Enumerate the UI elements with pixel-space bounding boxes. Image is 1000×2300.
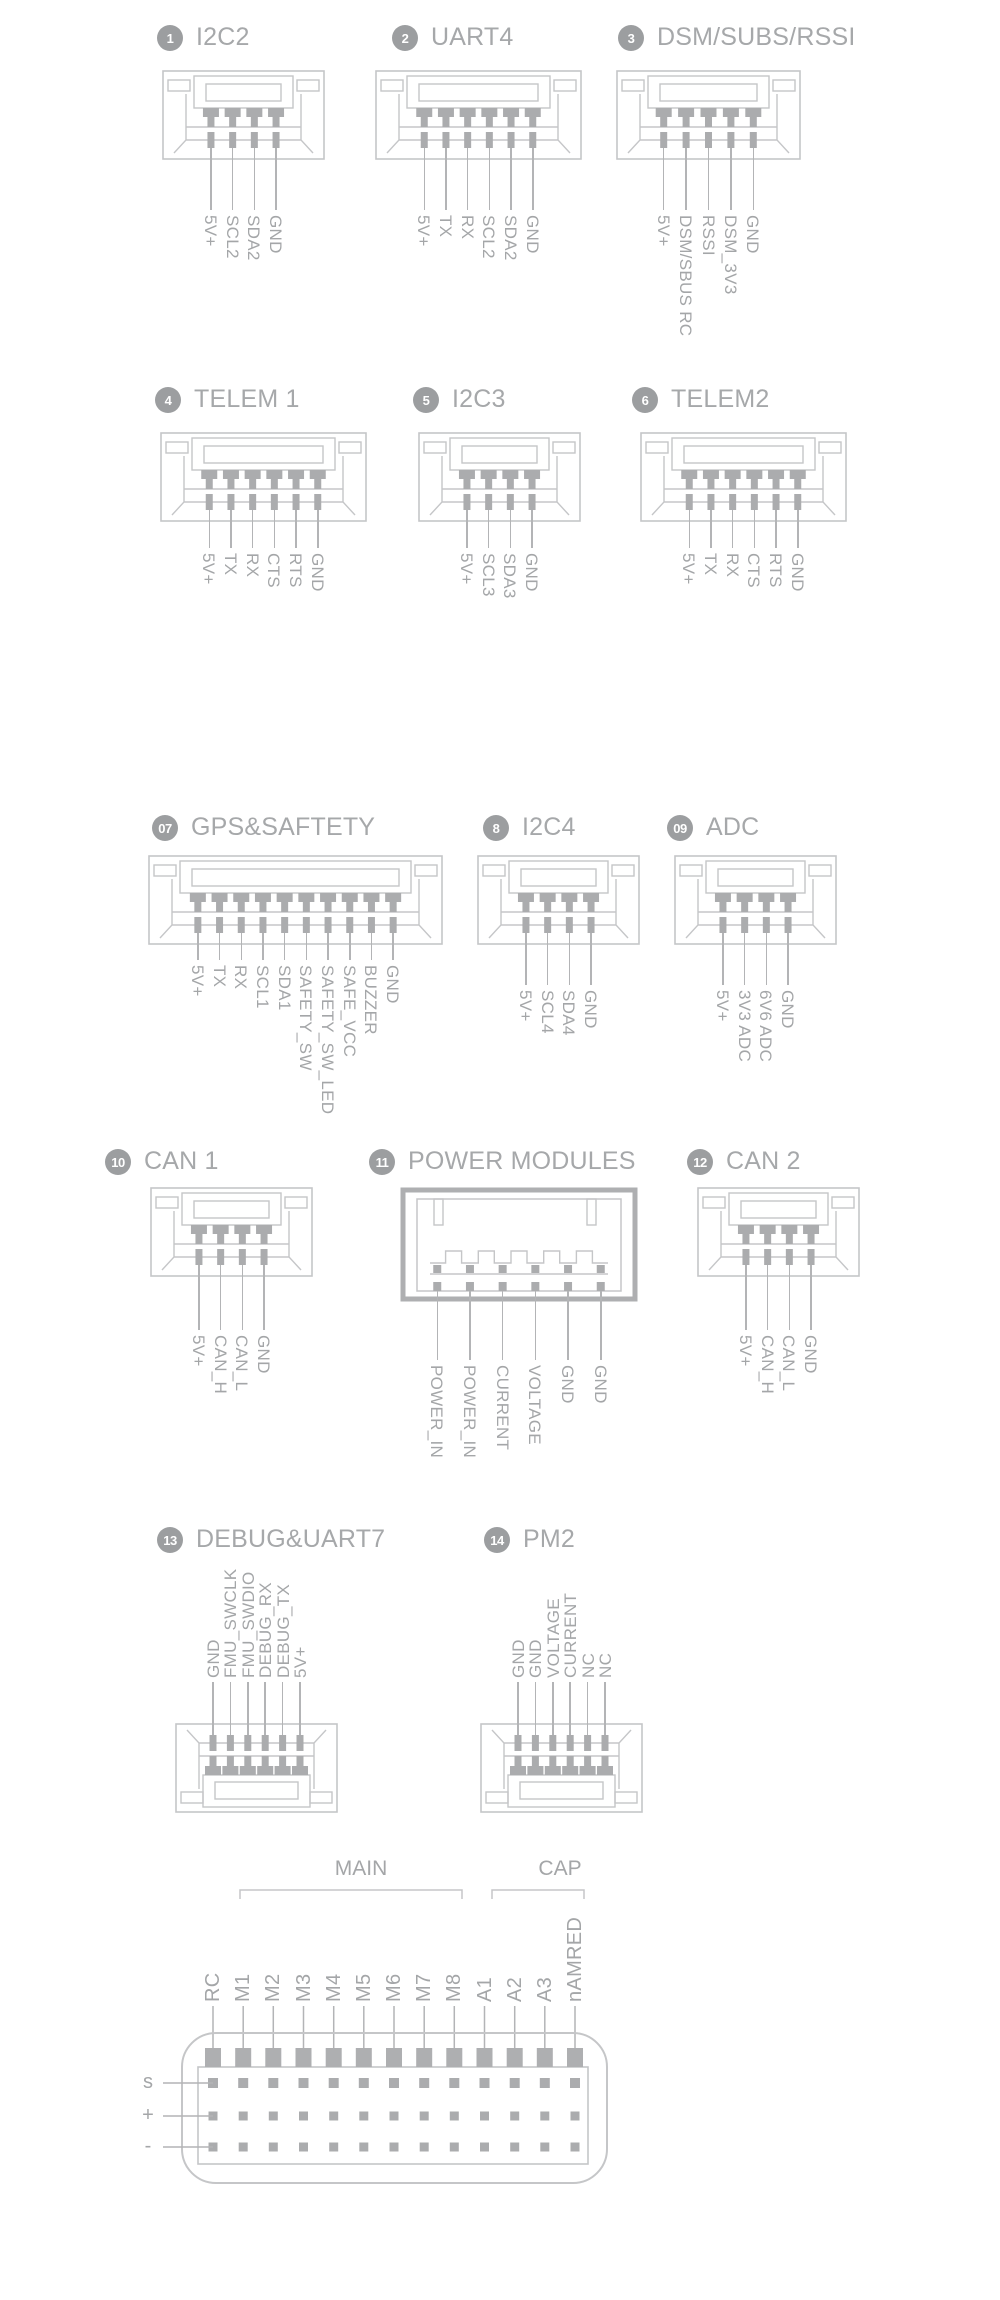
rail-column-label-text: M3 (292, 1973, 315, 2002)
pin-label-text: DSM_3V3 (720, 215, 740, 295)
pin-label-text: 5V+ (200, 215, 220, 247)
pin-label-text: GND (590, 1365, 610, 1404)
connector-drawing (160, 432, 367, 522)
pin-lead-line (532, 148, 534, 210)
pin-lead-line (766, 933, 768, 985)
connector-drawing (674, 855, 837, 945)
pin-label-text: GND (522, 215, 542, 254)
connector-number-badge: 12 (687, 1149, 713, 1175)
pin-label-text: SDA4 (559, 990, 579, 1036)
pin-label-text: TX (209, 965, 229, 988)
pin-label-text: 5V+ (188, 1335, 208, 1367)
pin-label-text: CTS (264, 553, 284, 588)
pin-lead-line (220, 1265, 222, 1330)
pin-label-text: POWER_IN (459, 1365, 479, 1459)
rail-row-label: s (143, 2071, 153, 2093)
connector-number-badge: 2 (392, 25, 418, 51)
connector-number-badge: 6 (632, 387, 658, 413)
pin-lead-line (327, 933, 329, 960)
rail-column-label-text: M4 (322, 1973, 345, 2002)
pin-lead-line (587, 1682, 589, 1735)
pin-lead-line (531, 510, 533, 548)
connector-title: POWER MODULES (408, 1147, 636, 1175)
pin-lead-line (317, 510, 319, 548)
pin-label-text: 3V3 ADC (734, 990, 754, 1063)
pin-lead-line (230, 510, 232, 548)
rail-column-label-text: nAMRED (564, 1916, 586, 2002)
pin-lead-line (437, 1291, 439, 1360)
connector-title: CAN 2 (726, 1147, 801, 1175)
pin-label-text: SCL3 (478, 553, 498, 597)
pin-label-text: SDA1 (274, 965, 294, 1011)
pin-lead-line (254, 148, 256, 210)
pin-label-text: 5V+ (712, 990, 732, 1022)
pin-lead-line (590, 933, 592, 985)
pin-lead-line (424, 148, 426, 210)
pin-lead-line (295, 510, 297, 548)
pin-lead-line (230, 1682, 232, 1735)
connector-drawing (375, 70, 582, 160)
connector-number-badge: 1 (157, 25, 183, 51)
connector-number-badge: 4 (155, 387, 181, 413)
pin-lead-line (567, 1291, 569, 1360)
rail-row-label: - (144, 2135, 152, 2157)
pin-label-text: GND (509, 1639, 528, 1678)
pin-lead-line (489, 148, 491, 210)
pin-lead-line (275, 148, 277, 210)
rail-column-label-text: A2 (503, 1976, 526, 2002)
pin-label-text: GND (254, 1335, 274, 1374)
pin-lead-line (392, 933, 394, 960)
pin-lead-line (787, 933, 789, 985)
pin-label-text: DEBUG_TX (273, 1583, 293, 1678)
pin-lead-line (252, 510, 254, 548)
pin-label-text: RX (722, 553, 742, 578)
connector-number-badge: 07 (152, 815, 178, 841)
pin-label-text: RX (457, 215, 477, 240)
pin-lead-line (569, 933, 571, 985)
pin-label-text: GND (526, 1639, 546, 1678)
pin-label-text: GND (581, 990, 601, 1029)
rail-column-label-text: A3 (533, 1976, 556, 2002)
connector-drawing (175, 1723, 338, 1813)
pin-lead-line (197, 933, 199, 960)
pin-label-text: GND (787, 553, 807, 592)
pin-lead-line (274, 510, 276, 548)
pin-lead-line (488, 510, 490, 548)
pin-label-text: VOLTAGE (543, 1598, 563, 1678)
pin-lead-line (466, 510, 468, 548)
pin-label-text: SCL1 (252, 965, 272, 1009)
pin-lead-line (754, 510, 756, 548)
pin-label-text: 5V+ (291, 1646, 310, 1678)
pin-label-text: GND (307, 553, 327, 592)
connector-title: ADC (706, 813, 760, 841)
pin-label-text: GND (558, 1365, 578, 1404)
connector-drawing (418, 432, 581, 522)
pin-label-text: BUZZER (361, 965, 381, 1035)
servo-rail-drawing (130, 1850, 690, 2250)
connector-drawing (162, 70, 325, 160)
connector-drawing (400, 1187, 638, 1302)
pin-label-text: GND (204, 1639, 223, 1678)
rail-column-label-text: A1 (473, 1976, 496, 2002)
pin-label-text: FMU_SWCLK (221, 1568, 241, 1678)
pin-label-text: 5V+ (653, 215, 673, 247)
connector-title: DEBUG&UART7 (196, 1525, 386, 1553)
connector-number-badge: 5 (413, 387, 439, 413)
pin-label-text: GND (383, 965, 403, 1004)
pin-label-text: RX (242, 553, 262, 578)
pin-lead-line (232, 148, 234, 210)
pin-lead-line (730, 148, 732, 210)
pin-lead-line (241, 933, 243, 960)
pin-label-text: 5V+ (515, 990, 535, 1022)
pin-label-text: CURRENT (561, 1592, 581, 1678)
pin-label-text: RTS (766, 553, 786, 588)
pin-lead-line (689, 510, 691, 548)
pin-lead-line (685, 148, 687, 210)
cap-group-label: CAP (538, 1857, 582, 1880)
pin-label-text: SCL2 (222, 215, 242, 259)
pin-label-text: CURRENT (492, 1365, 512, 1451)
pin-lead-line (810, 1265, 812, 1330)
connector-drawing (640, 432, 847, 522)
pin-lead-line (282, 1682, 284, 1735)
pin-lead-line (242, 1265, 244, 1330)
pin-lead-line (789, 1265, 791, 1330)
pin-label-text: GND (778, 990, 798, 1029)
pin-label-text: CAN_L (232, 1335, 252, 1392)
rail-row-label: + (142, 2104, 154, 2126)
connector-title: I2C4 (522, 813, 576, 841)
connector-title: PM2 (523, 1525, 576, 1553)
connector-drawing (697, 1187, 860, 1277)
pin-label-text: 5V+ (456, 553, 476, 585)
pin-lead-line (552, 1682, 554, 1735)
pin-lead-line (722, 933, 724, 985)
pin-lead-line (467, 148, 469, 210)
connector-title: I2C2 (196, 23, 250, 51)
pin-label-text: SDA2 (244, 215, 264, 261)
pin-lead-line (517, 1682, 519, 1735)
pin-lead-line (264, 1682, 266, 1735)
connector-title: GPS&SAFTETY (191, 813, 376, 841)
pin-label-text: SAFETY_SW_LED (318, 965, 338, 1115)
pin-lead-line (547, 933, 549, 985)
pin-label-text: TX (700, 553, 720, 576)
pin-label-text: FMU_SWDIO (238, 1571, 258, 1678)
pin-label-text: SDA2 (501, 215, 521, 261)
pin-lead-line (263, 1265, 265, 1330)
pin-label-text: 5V+ (187, 965, 207, 997)
pin-lead-line (299, 1682, 301, 1735)
rail-column-label-text: M7 (413, 1973, 436, 2002)
pin-lead-line (371, 933, 373, 960)
pin-label-text: POWER_IN (427, 1365, 447, 1459)
pin-label-text: TX (220, 553, 240, 576)
connector-number-badge: 10 (105, 1149, 131, 1175)
pin-label-text: GND (266, 215, 286, 254)
connector-drawing (477, 855, 640, 945)
pin-label-text: CAN_H (210, 1335, 230, 1395)
pin-lead-line (663, 148, 665, 210)
pin-lead-line (284, 933, 286, 960)
pin-lead-line (600, 1291, 602, 1360)
pin-lead-line (247, 1682, 249, 1735)
pin-lead-line (210, 148, 212, 210)
connector-drawing (148, 855, 443, 945)
pin-label-text: CAN_H (757, 1335, 777, 1395)
pin-label-text: CAN_L (779, 1335, 799, 1392)
pin-label-text: GND (801, 1335, 821, 1374)
pin-label-text: SCL2 (479, 215, 499, 259)
connector-number-badge: 8 (483, 815, 509, 841)
connector-title: I2C3 (452, 385, 506, 413)
pin-lead-line (525, 933, 527, 985)
pin-lead-line (212, 1682, 214, 1735)
pin-lead-line (445, 148, 447, 210)
connector-drawing (150, 1187, 313, 1277)
pin-lead-line (775, 510, 777, 548)
connector-number-badge: 14 (484, 1527, 510, 1553)
pin-label-text: 6V6 ADC (756, 990, 776, 1063)
pin-label-text: SAFETY_SW (296, 965, 316, 1071)
pin-lead-line (732, 510, 734, 548)
pin-lead-line (753, 148, 755, 210)
pin-label-text: TX (435, 215, 455, 238)
pin-label-text: VOLTAGE (525, 1365, 545, 1445)
pin-label-text: GND (522, 553, 542, 592)
pin-lead-line (262, 933, 264, 960)
pin-label-text: SDA3 (500, 553, 520, 599)
pin-label-text: 5V+ (199, 553, 219, 585)
pin-label-text: RX (231, 965, 251, 990)
pin-lead-line (744, 933, 746, 985)
pin-label-text: SCL4 (537, 990, 557, 1034)
main-group-label: MAIN (334, 1857, 388, 1880)
pin-label-text: DSM/SBUS RC (676, 215, 696, 337)
pin-lead-line (604, 1682, 606, 1735)
pin-label-text: SAFE_VCC (339, 965, 359, 1058)
pin-lead-line (306, 933, 308, 960)
pin-lead-line (708, 148, 710, 210)
connector-drawing (616, 70, 801, 160)
pin-lead-line (198, 1265, 200, 1330)
pin-lead-line (569, 1682, 571, 1735)
rail-column-label-text: M8 (443, 1973, 466, 2002)
rail-column-label-text: M5 (352, 1973, 375, 2002)
pin-lead-line (767, 1265, 769, 1330)
connector-drawing (480, 1723, 643, 1813)
pin-label-text: RSSI (698, 215, 718, 256)
pin-lead-line (797, 510, 799, 548)
pin-label-text: CTS (744, 553, 764, 588)
rail-column-label-text: M1 (232, 1973, 255, 2002)
connector-number-badge: 13 (157, 1527, 183, 1553)
connector-title: CAN 1 (144, 1147, 219, 1175)
pin-label-text: 5V+ (679, 553, 699, 585)
connector-number-badge: 3 (618, 25, 644, 51)
pin-lead-line (710, 510, 712, 548)
pin-label-text: RTS (286, 553, 306, 588)
rail-column-label-text: RC (202, 1972, 224, 2002)
pin-lead-line (510, 148, 512, 210)
connector-title: TELEM 1 (194, 385, 300, 413)
pin-lead-line (510, 510, 512, 548)
pin-lead-line (349, 933, 351, 960)
rail-column-label-text: M6 (383, 1973, 405, 2002)
rail-column-label-text: M2 (262, 1973, 285, 2002)
pin-lead-line (502, 1291, 504, 1360)
pin-lead-line (469, 1291, 471, 1360)
pin-label-text: NC (578, 1652, 598, 1678)
connector-title: TELEM2 (671, 385, 770, 413)
pin-label-text: GND (743, 215, 763, 254)
pin-label-text: DEBUG_RX (256, 1582, 276, 1678)
pin-lead-line (219, 933, 221, 960)
pin-lead-line (745, 1265, 747, 1330)
pin-label-text: NC (596, 1652, 615, 1678)
pin-lead-line (209, 510, 211, 548)
connector-title: DSM/SUBS/RSSI (657, 23, 856, 51)
connector-number-badge: 11 (369, 1149, 395, 1175)
pin-lead-line (535, 1291, 537, 1360)
pin-lead-line (535, 1682, 537, 1735)
connector-number-badge: 09 (667, 815, 693, 841)
pin-label-text: 5V+ (414, 215, 434, 247)
pin-label-text: 5V+ (735, 1335, 755, 1367)
connector-title: UART4 (431, 23, 514, 51)
